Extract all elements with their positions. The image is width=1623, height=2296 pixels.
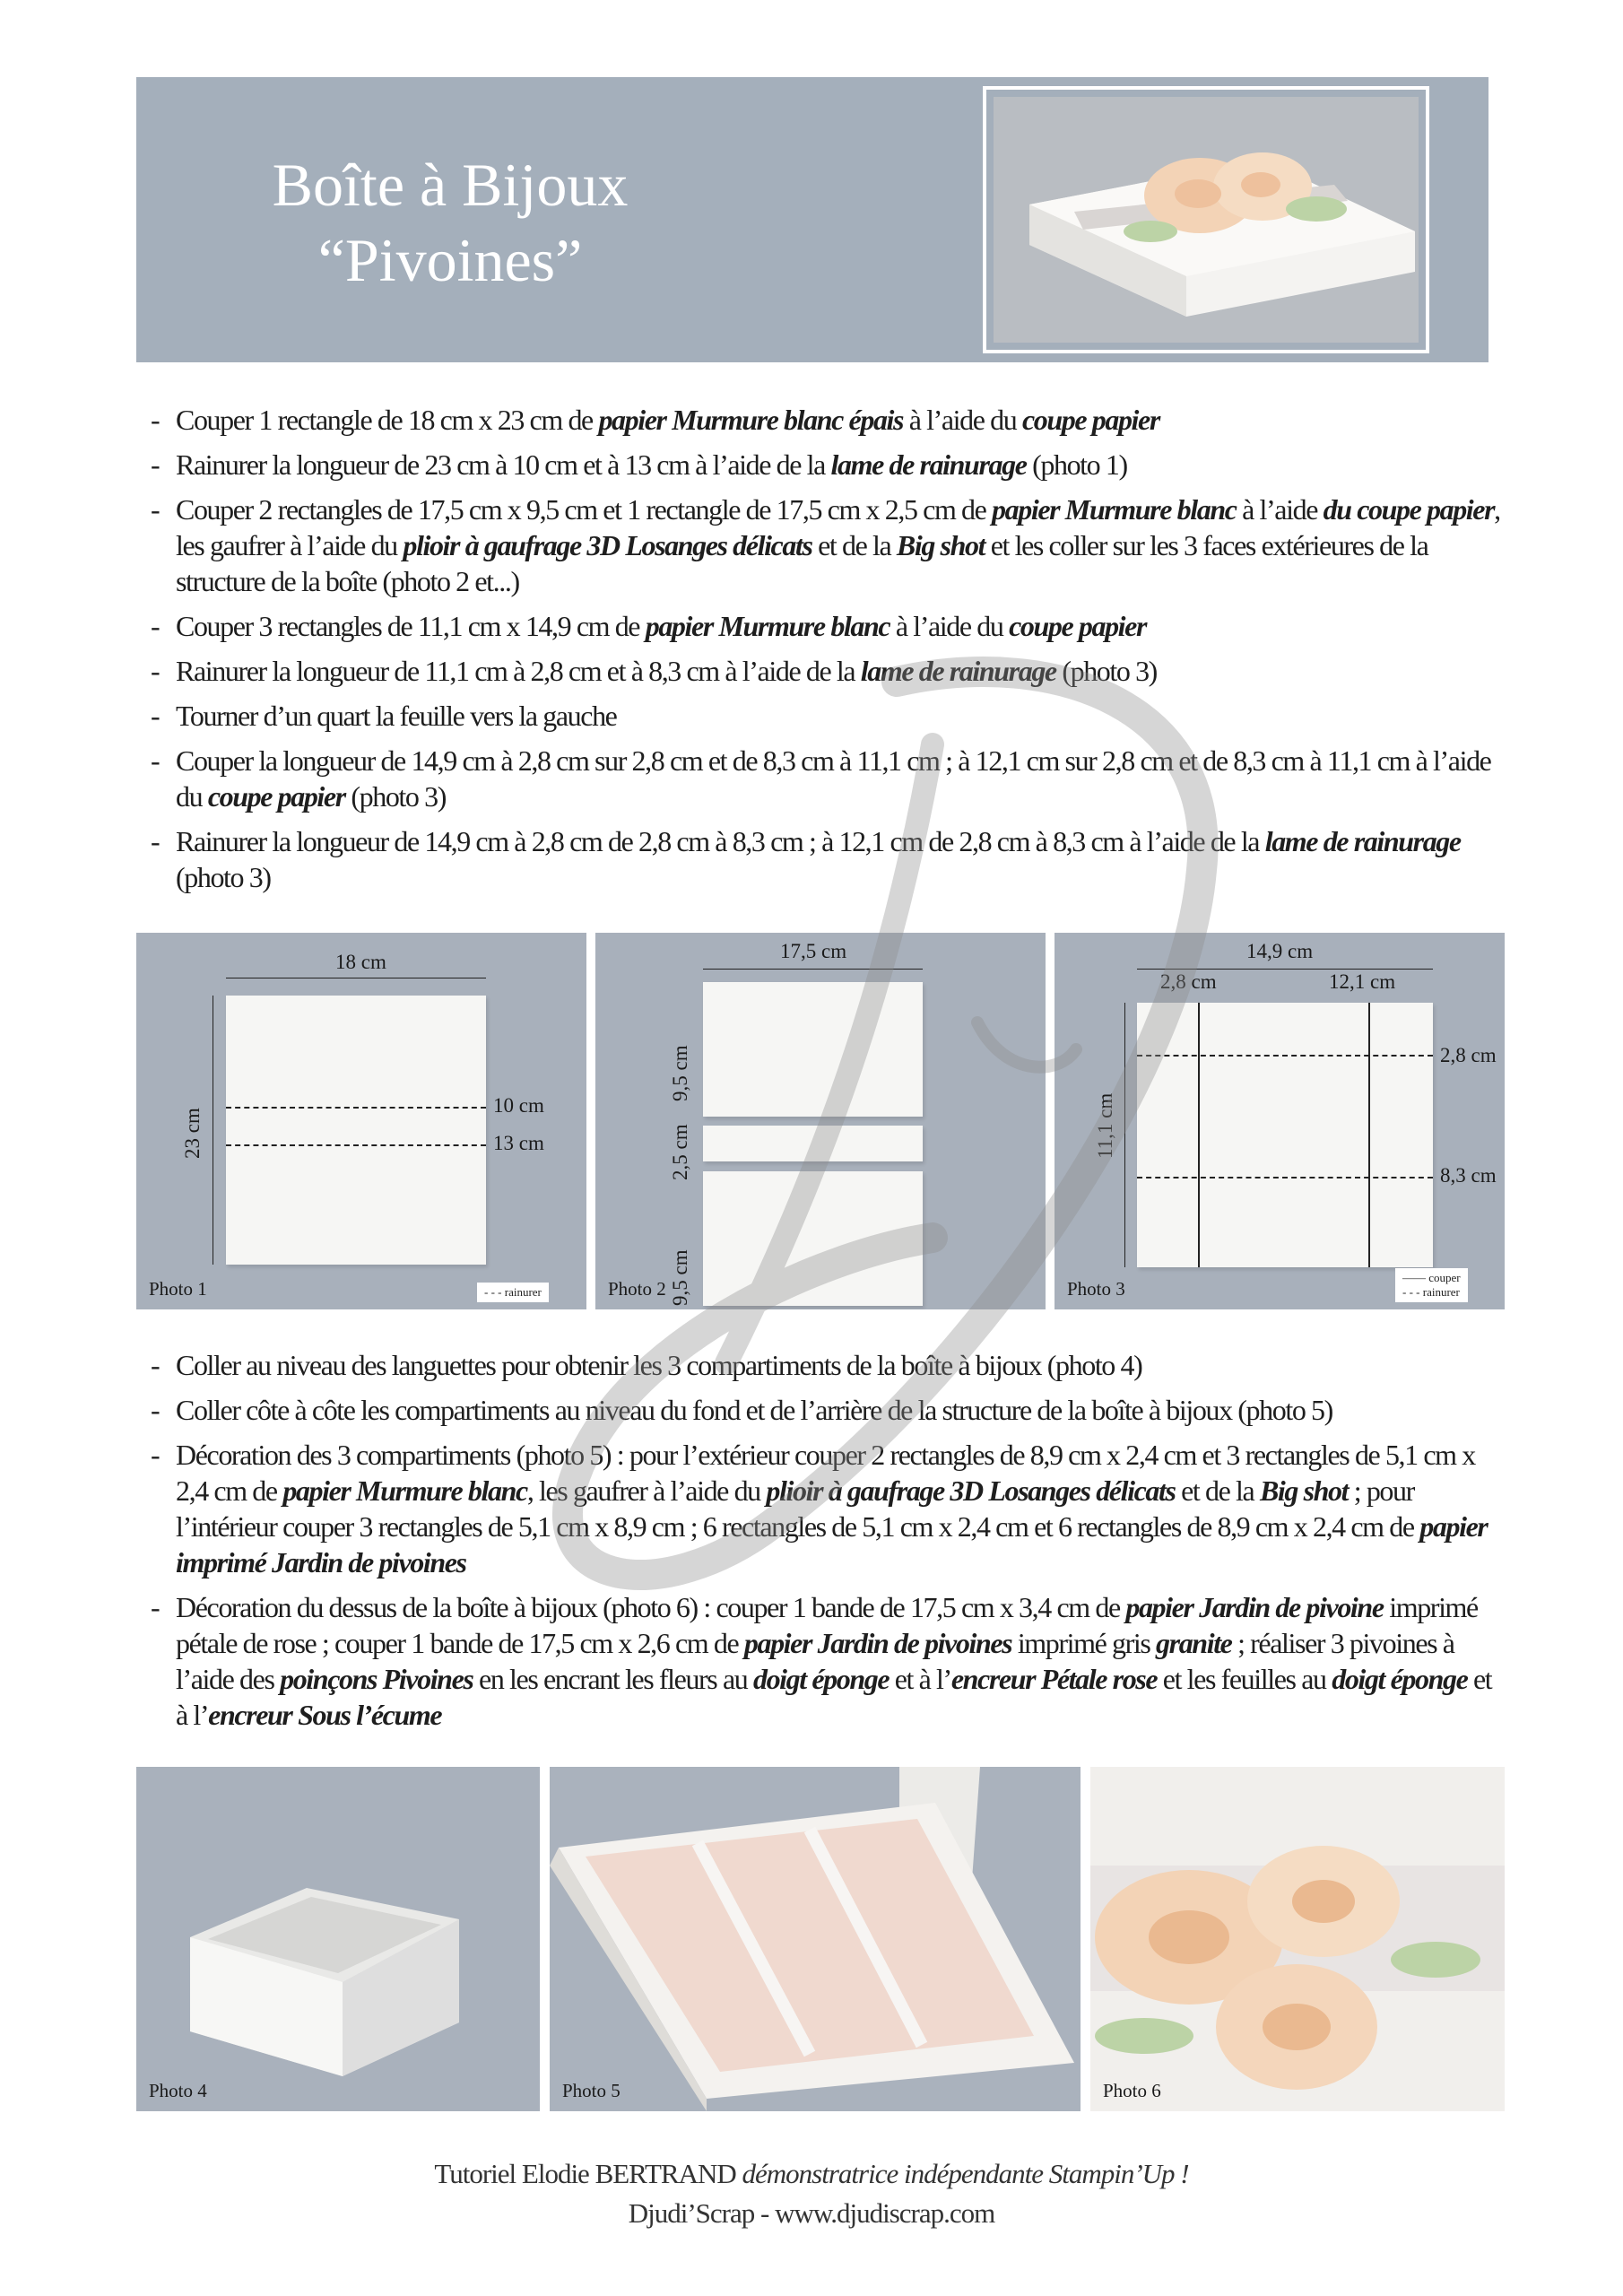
peony-decoration-illustration — [1090, 1767, 1505, 2111]
height-dimension: 23 cm — [181, 1108, 204, 1159]
paper-sheet — [226, 996, 486, 1265]
header-banner — [136, 77, 1488, 362]
fold-line-1 — [226, 1107, 486, 1109]
photo-6-label: Photo 6 — [1103, 2080, 1161, 2101]
photo-2-label: Photo 2 — [608, 1278, 666, 1300]
cut-line-right — [1368, 1003, 1370, 1267]
fold-line-2 — [226, 1144, 486, 1146]
fold-1-dimension: 10 cm — [493, 1094, 544, 1117]
height-arrow — [1124, 1003, 1125, 1267]
step-4: - Couper 3 rectangles de 11,1 cm x 14,9 cm de papier Murmure blanc à l’aide du coupe papier — [151, 608, 1505, 644]
step-10: - Coller côte à côte les compartiments au niveau du fond et de l’arrière de la structure de la boîte à bijoux (photo 5) — [151, 1392, 1505, 1428]
width-arrow — [1137, 969, 1433, 970]
photo-3 — [1055, 933, 1505, 1309]
width-arrow — [703, 969, 923, 970]
instructions-list-a — [151, 402, 1505, 904]
step-12: - Décoration du dessus de la boîte à bijoux (photo 6) : couper 1 bande de 17,5 cm x 3,4 cm de papier Jardin de pivoine imprimé pétale de rose ; couper 1 bande de 17,5 cm x 2,6 cm de papier Jardin de pivoines imprimé gris granite ; réaliser 3 pivoines à l’aide des poinçons Pivoines en les encrant les fleurs au doigt éponge et à l’encreur Pétale rose et les feuilles au doigt éponge et à l’encreur Sous l’écume — [151, 1589, 1505, 1733]
open-jewelry-box-illustration — [550, 1767, 1081, 2111]
photo-5 — [550, 1767, 1081, 2111]
legend-fold: - - - rainurer — [1402, 1285, 1460, 1299]
height-dimension: 11,1 cm — [1094, 1092, 1116, 1159]
photo-5-label: Photo 5 — [562, 2080, 621, 2101]
jewelry-box-illustration — [994, 97, 1419, 343]
photo-4 — [136, 1767, 540, 2111]
hero-photo-frame — [983, 86, 1429, 353]
fold-top-dimension: 2,8 cm — [1440, 1044, 1497, 1066]
width-dimension: 18 cm — [335, 951, 386, 973]
step-8: - Rainurer la longueur de 14,9 cm à 2,8 cm de 2,8 cm à 8,3 cm ; à 12,1 cm de 2,8 cm à 8,3 cm à l’aide de la lame de rainurage (photo 3) — [151, 823, 1505, 895]
photo-1 — [136, 933, 586, 1309]
cut-line-left — [1198, 1003, 1200, 1267]
panel-top — [703, 982, 923, 1117]
fold-line-top — [1137, 1055, 1433, 1057]
fold-line-bottom — [1137, 1177, 1433, 1178]
photo-2 — [595, 933, 1046, 1309]
photo-4-label: Photo 4 — [149, 2080, 207, 2101]
step-9: - Coller au niveau des languettes pour obtenir les 3 compartiments de la boîte à bijoux (photo 4) — [151, 1347, 1505, 1383]
page-title — [217, 147, 683, 298]
width-dimension: 17,5 cm — [780, 940, 847, 962]
legend-fold-label: rainurer — [504, 1285, 542, 1299]
photo-3-label: Photo 3 — [1067, 1278, 1125, 1300]
step-1: - Couper 1 rectangle de 18 cm x 23 cm de papier Murmure blanc épais à l’aide du coupe papier — [151, 402, 1505, 438]
step-5: - Rainurer la longueur de 11,1 cm à 2,8 cm et à 8,3 cm à l’aide de la lame de rainurage (photo 3) — [151, 653, 1505, 689]
step-11: - Décoration des 3 compartiments (photo 5) : pour l’extérieur couper 2 rectangles de 8,9 cm x 2,4 cm et 3 rectangles de 5,1 cm x 2,4 cm de papier Murmure blanc, les gaufrer à l’aide du plioir à gaufrage 3D Losanges délicats et de la Big shot ; pour l’intérieur couper 3 rectangles de 5,1 cm x 8,9 cm ; 6 rectangles de 5,1 cm x 2,4 cm et 6 rectangles de 8,9 cm x 2,4 cm de papier imprimé Jardin de pivoines — [151, 1437, 1505, 1580]
panel-bottom — [703, 1171, 923, 1306]
step-2: - Rainurer la longueur de 23 cm à 10 cm et à 13 cm à l’aide de la lame de rainurage (photo 1) — [151, 447, 1505, 483]
footer-website: Djudi’Scrap - www.djudiscrap.com — [628, 2197, 995, 2229]
title-line-1: Boîte à Bijoux — [272, 151, 629, 219]
legend — [1395, 1268, 1468, 1302]
fold-2-dimension: 13 cm — [493, 1132, 544, 1154]
footer-credit — [0, 2158, 1623, 2190]
dimension-bottom: 9,5 cm — [669, 1249, 691, 1306]
instructions-list-b — [151, 1347, 1505, 1742]
paper-sheet — [1137, 1003, 1433, 1267]
legend-cut: —— couper — [1402, 1271, 1461, 1284]
legend-fold-label: rainurer — [1422, 1285, 1460, 1299]
footer-role: démonstratrice indépendante Stampin’Up ! — [742, 2158, 1189, 2189]
left-dimension: 2,8 cm — [1160, 970, 1217, 993]
dimension-top: 9,5 cm — [669, 1045, 691, 1101]
title-line-2: “Pivoines” — [317, 226, 583, 294]
dimension-middle: 2,5 cm — [669, 1124, 691, 1180]
hero-photo — [994, 97, 1419, 343]
step-7: - Couper la longueur de 14,9 cm à 2,8 cm sur 2,8 cm et de 8,3 cm à 11,1 cm ; à 12,1 cm sur 2,8 cm et de 8,3 cm à 11,1 cm à l’aide du coupe papier (photo 3) — [151, 743, 1505, 814]
right-dimension: 12,1 cm — [1329, 970, 1396, 993]
footer-author: Tutoriel Elodie BERTRAND — [434, 2158, 742, 2189]
photo-1-label: Photo 1 — [149, 1278, 207, 1300]
fold-bottom-dimension: 8,3 cm — [1440, 1164, 1497, 1187]
box-compartment-illustration — [136, 1767, 540, 2111]
width-dimension: 14,9 cm — [1246, 940, 1314, 962]
legend: - - - rainurer — [477, 1283, 549, 1302]
panel-middle — [703, 1126, 923, 1161]
photo-6 — [1090, 1767, 1505, 2111]
step-6: - Tourner d’un quart la feuille vers la gauche — [151, 698, 1505, 734]
step-3: - Couper 2 rectangles de 17,5 cm x 9,5 cm et 1 rectangle de 17,5 cm x 2,5 cm de papier Murmure blanc à l’aide du coupe papier, les gaufrer à l’aide du plioir à gaufrage 3D Losanges délicats et de la Big shot et les coller sur les 3 faces extérieures de la structure de la boîte (photo 2 et...) — [151, 491, 1505, 599]
legend-cut-label: couper — [1428, 1271, 1461, 1284]
